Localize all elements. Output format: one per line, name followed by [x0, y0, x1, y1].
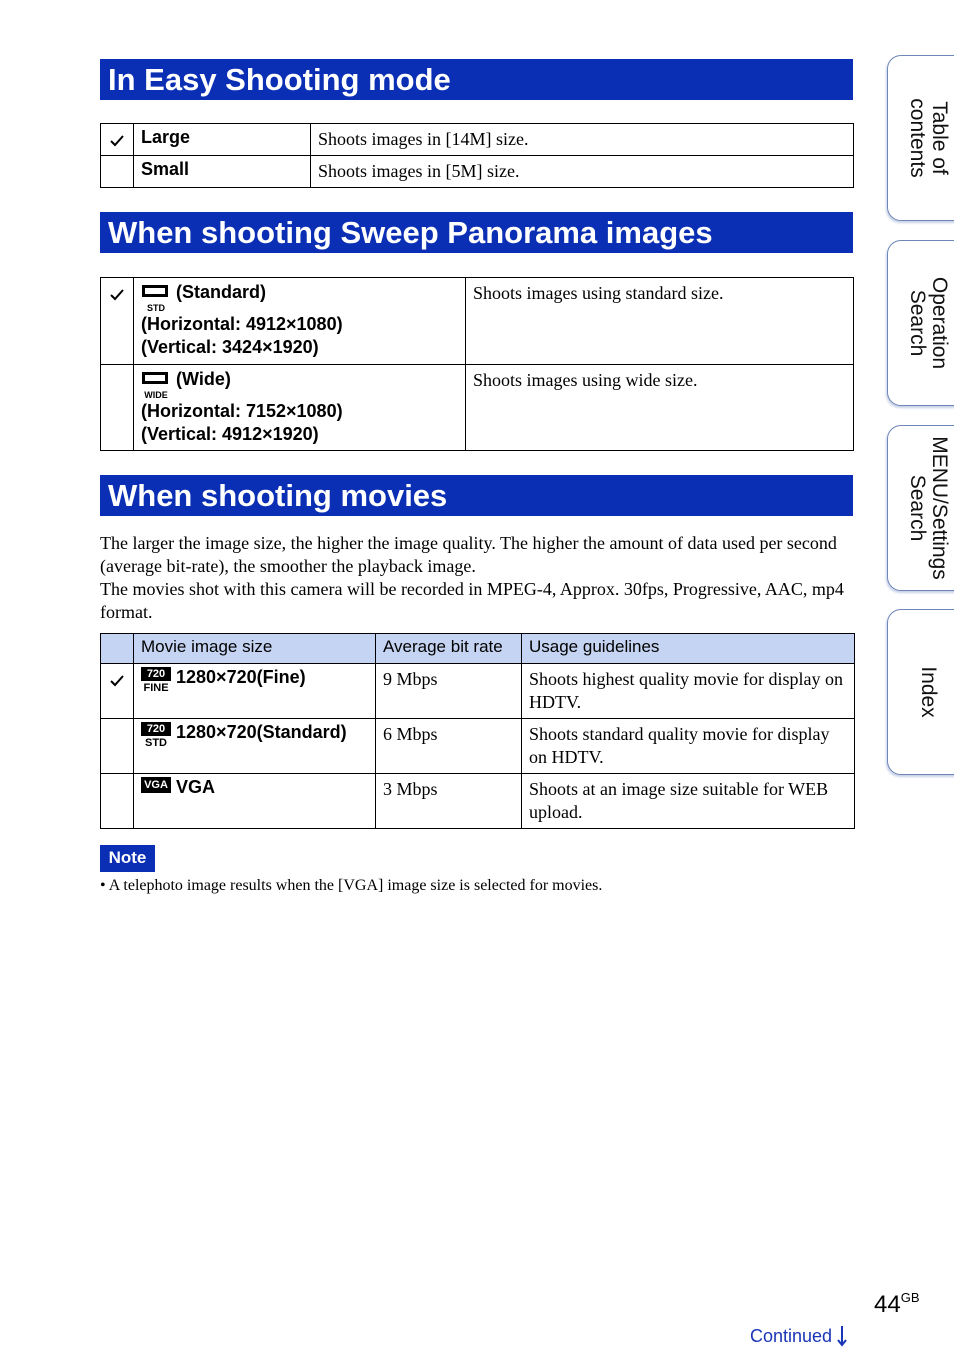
section-title-panorama: When shooting Sweep Panorama images [100, 212, 853, 253]
header-size: Movie image size [134, 634, 376, 664]
tab-table-of-contents[interactable] [887, 55, 954, 221]
intro-paragraph-1: The larger the image size, the higher the image quality. The higher the amount of data used per second (average bit-rate), the smoother the playback image. [100, 533, 837, 576]
movie-size-cell [134, 774, 376, 829]
arrow-down-icon [837, 1325, 847, 1347]
tab-label: Operation Search [906, 276, 951, 370]
table-row [101, 365, 854, 451]
check-cell [101, 774, 134, 829]
option-vertical: (Vertical: 3424×1920) [141, 337, 319, 357]
usage-guideline: Shoots standard quality movie for display on HDTV. [522, 719, 855, 774]
option-desc: Shoots images in [14M] size. [311, 124, 854, 156]
option-horizontal: (Horizontal: 4912×1080) [141, 314, 343, 334]
section-title-easy: In Easy Shooting mode [100, 59, 853, 100]
movie-size-cell [134, 664, 376, 719]
check-cell [101, 278, 134, 365]
option-label: (Wide) [176, 369, 231, 389]
header-blank [101, 634, 134, 664]
header-rate: Average bit rate [376, 634, 522, 664]
option-desc: Shoots images in [5M] size. [311, 156, 854, 188]
table-row [101, 664, 855, 719]
check-cell [101, 664, 134, 719]
tab-label: Table of contents [906, 98, 951, 178]
bit-rate: 3 Mbps [376, 774, 522, 829]
option-vertical: (Vertical: 4912×1920) [141, 424, 319, 444]
table-row [101, 774, 855, 829]
movie-720-fine-icon: 720 FINE [141, 667, 171, 695]
movies-table [100, 633, 855, 829]
table-row [101, 124, 854, 156]
tab-label: MENU/Settings Search [906, 436, 951, 580]
check-cell [101, 719, 134, 774]
panorama-wide-icon: WIDE [141, 368, 171, 400]
usage-guideline: Shoots at an image size suitable for WEB upload. [522, 774, 855, 829]
movie-720-std-icon: 720 STD [141, 722, 171, 750]
option-label: (Standard) [176, 282, 267, 302]
check-cell [101, 365, 134, 451]
option-horizontal: (Horizontal: 7152×1080) [141, 401, 343, 421]
movie-size-label: VGA [176, 777, 216, 797]
option-desc: Shoots images using wide size. [466, 365, 854, 451]
section-title-movies: When shooting movies [100, 475, 853, 516]
bit-rate: 9 Mbps [376, 664, 522, 719]
tab-label: Index [917, 666, 940, 718]
tab-operation-search[interactable] [887, 240, 954, 406]
page-number: $44^{GB}$ [874, 1290, 920, 1318]
option-label: Small [134, 156, 311, 188]
tab-menu-settings-search[interactable] [887, 425, 954, 591]
movie-vga-icon: VGA [141, 777, 171, 793]
movie-size-cell [134, 719, 376, 774]
option-desc: Shoots images using standard size. [466, 278, 854, 365]
continued-label: Continued [750, 1326, 833, 1346]
option-label: Large [134, 124, 311, 156]
header-usage: Usage guidelines [522, 634, 855, 664]
movie-size-label: 1280×720(Fine) [176, 667, 306, 687]
checkmark-icon [109, 134, 125, 148]
movies-intro [100, 532, 860, 624]
note-text: • A telephoto image results when the [VGA] image size is selected for movies. [100, 877, 603, 894]
option-label-cell [134, 278, 466, 365]
bit-rate: 6 Mbps [376, 719, 522, 774]
easy-table [100, 123, 854, 188]
table-row [101, 156, 854, 188]
checkmark-icon [109, 288, 125, 302]
option-label-cell [134, 365, 466, 451]
intro-paragraph-2: The movies shot with this camera will be recorded in MPEG-4, Approx. 30fps, Progressive, AAC, mp4 format. [100, 579, 844, 622]
usage-guideline: Shoots highest quality movie for display on HDTV. [522, 664, 855, 719]
table-row [101, 719, 855, 774]
movie-size-label: 1280×720(Standard) [176, 722, 347, 742]
checkmark-icon [109, 674, 125, 688]
panorama-standard-icon: STD [141, 281, 171, 313]
note-badge: Note [100, 845, 155, 872]
tab-index[interactable] [887, 609, 954, 775]
check-cell [101, 156, 134, 188]
continued-link[interactable] [750, 1325, 847, 1347]
panorama-table [100, 277, 854, 451]
table-header-row [101, 634, 855, 664]
table-row [101, 278, 854, 365]
check-cell [101, 124, 134, 156]
